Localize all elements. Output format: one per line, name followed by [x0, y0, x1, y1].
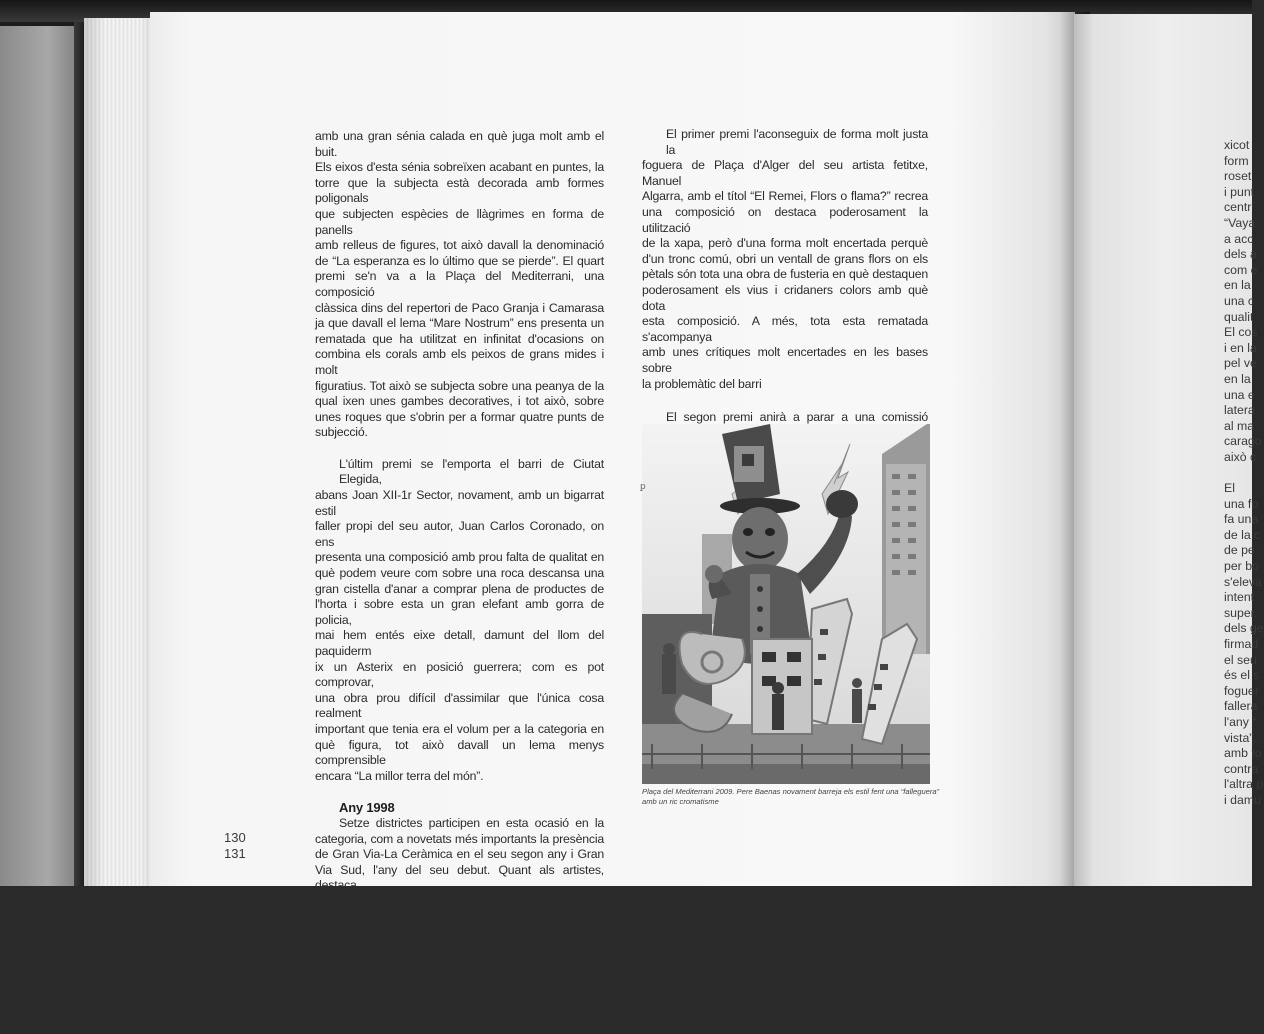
left-book-page — [150, 12, 1075, 886]
text-line: combina els corals amb els peixos de grans mides i molt — [315, 347, 604, 377]
text-line: ix un Asterix en posició guerrera; com es pot comprovar, — [315, 659, 604, 690]
text-line: gran cistella d'anar a comprar plena de productes de — [315, 581, 604, 596]
paragraph — [315, 816, 604, 1034]
text-fragment: carago — [1224, 434, 1262, 449]
text-fragment: el seu — [1224, 652, 1257, 667]
text-line: Amb dos monuments també es presenta Juan Carlos — [315, 987, 604, 1002]
text-line: amb unes crítiques molt encertades en les bases sobre — [642, 345, 928, 375]
text-fragment: xicot — [1224, 138, 1250, 152]
text-line: de la xapa, però d'una forma molt encertada perquè — [642, 236, 928, 251]
text-line: torre que la subjecta està decorada amb formes poligonals — [315, 175, 604, 206]
text-line: presenta una composició amb prou falta de qualitat en — [315, 550, 604, 565]
text-line: què figura, tot això davall un lema menys comprensible — [315, 737, 604, 768]
caption-line: Plaça del Mediterrani 2009. Pere Baenas novament barreja els estil fent una “falleguera” — [642, 787, 940, 796]
text-fragment: fallera — [1224, 699, 1258, 714]
text-fragment: i en la — [1224, 340, 1257, 355]
text-fragment: firmad — [1224, 637, 1259, 651]
text-fragment: foguer — [1224, 683, 1259, 698]
text-line: de Fran Santonja, abans d'apostar per metes més altes. — [315, 956, 604, 986]
stray-mark: ꝑ — [640, 482, 646, 492]
text-fragment: i damu — [1224, 792, 1261, 807]
text-fragment: de pe — [1224, 543, 1255, 558]
text-line: amb relleus de figures, tot això davall la denominació — [315, 238, 604, 253]
text-line: l'horta i sobre esta un gran elefant amb gorra de policia, — [315, 597, 604, 627]
text-line: premi se'n va a la Plaça del Mediterrani, una composició — [315, 269, 604, 299]
text-line: subjecció. — [315, 425, 368, 440]
text-line: El segon premi anirà a parar a una comissió — [666, 410, 928, 425]
text-fragment: dels a — [1224, 247, 1257, 262]
text-fragment: una fo — [1224, 496, 1259, 511]
text-line: pètals són tota una obra de fusteria en què destaquen — [642, 267, 928, 282]
page-stack-shadow — [84, 18, 154, 886]
text-line: clàssica dins del repertori de Paco Granja i Camarasa — [315, 300, 604, 315]
text-fragment: pel ve — [1224, 356, 1257, 371]
text-fragment: com e — [1224, 262, 1258, 277]
text-line: faller propi del seu autor, Juan Carlos Coronado, on ens — [315, 519, 604, 549]
text-line: d'un tronc comú, obri un ventall de grans flors on els — [642, 251, 928, 266]
text-line: El primer premi l'aconseguix de forma molt justa la — [666, 127, 928, 157]
paragraph — [315, 457, 604, 784]
text-fragment: El — [1224, 481, 1235, 496]
text-line: figuratius. Tot això se subjecta sobre una peanya de la — [315, 378, 604, 393]
text-line: Els eixos d'esta sénia sobreïxen acabant en puntes, la — [315, 160, 604, 175]
text-fragment: de la c — [1224, 527, 1261, 542]
text-line: Asensi, però amb els quals no tindrà sort en el — [315, 1003, 604, 1018]
text-line: la presència del gandià Pedro Baenas amb tres — [315, 893, 604, 908]
text-line: ja que davall el lema “Mare Nostrum” ens presenta un — [315, 316, 604, 331]
text-fragment: això c — [1224, 449, 1257, 464]
text-line: la problemàtic del barri — [642, 376, 762, 391]
page-number: 131 — [224, 846, 246, 861]
text-fragment: roset — [1224, 169, 1252, 184]
text-fragment: fa una — [1224, 512, 1259, 527]
falla-monument-image — [642, 424, 930, 784]
text-fragment: El cos — [1224, 325, 1258, 340]
text-fragment: al ma — [1224, 418, 1255, 433]
paragraph — [315, 129, 604, 441]
text-fragment: form — [1224, 153, 1249, 168]
text-line: monuments, abans de fer el bot definitiu a la categoria — [315, 909, 604, 924]
right-page-text-fragments — [1224, 138, 1264, 809]
text-fragment: dels ge — [1224, 621, 1264, 636]
photo-caption — [642, 787, 952, 807]
text-line: molt en la línia del seu autor i dos monuments també — [315, 940, 604, 955]
text-line: una composició on destaca poderosament la utilització — [642, 204, 928, 235]
text-line: repartiment de guardons. — [315, 1018, 448, 1033]
text-line: mai hem entés eixe detall, damunt del llom del paquiderm — [315, 628, 604, 658]
text-line: Setze districtes participen en esta ocasió en la — [339, 815, 604, 830]
text-fragment: a acc — [1224, 231, 1254, 246]
text-fragment: en la — [1224, 371, 1251, 386]
text-fragment: “Vaya — [1224, 215, 1256, 230]
text-line: amb una gran sénia calada en què juga molt amb el buit. — [315, 129, 604, 159]
text-line: unes roques que s'obrin per a formar quatre punts de — [315, 409, 604, 424]
text-fragment — [1224, 465, 1264, 481]
text-fragment: intent — [1224, 590, 1255, 605]
text-line: que subjecten espècies de llàgrimes en forma de panells — [315, 206, 604, 237]
text-fragment: latera — [1224, 403, 1255, 418]
text-line: una obra prou difícil d'assimilar que l'única cosa realment — [315, 690, 604, 721]
text-fragment: super. — [1224, 605, 1258, 620]
text-line: de Gran Via-La Ceràmica en el seu segon any i Gran — [315, 847, 604, 862]
text-fragment: vista”. — [1224, 730, 1257, 745]
text-fragment: una c — [1224, 293, 1255, 308]
section-heading: Any 1998 — [339, 800, 395, 816]
text-fragment: contra — [1224, 761, 1259, 776]
falla-monument-photo — [642, 424, 930, 784]
text-fragment: l'any “ — [1224, 714, 1257, 729]
page-number: 130 — [224, 830, 246, 845]
text-line: L'últim premi se l'emporta el barri de Ciutat Elegida, — [339, 456, 604, 487]
text-line: abans Joan XII-1r Sector, novament, amb un bigarrat estil — [315, 488, 604, 518]
text-fragment: centr — [1224, 200, 1252, 215]
paragraph — [642, 127, 928, 392]
text-column-left — [315, 129, 604, 1034]
page-numbers — [224, 830, 246, 862]
text-fragment: i punt — [1224, 184, 1255, 199]
text-fragment: una e — [1224, 387, 1255, 402]
text-line: qual ixen unes gambes decoratives, i tot això, sobre — [315, 394, 604, 409]
text-line: important que tenia era el volum per a la categoria en — [315, 721, 604, 736]
text-line: Via Sud, l'any del seu debut. Quant als artistes, destaca — [315, 862, 604, 893]
text-line: encara “La millor terra del món”. — [315, 768, 484, 783]
text-fragment: l'altra p — [1224, 777, 1264, 792]
caption-line: amb un ric cromatisme — [642, 797, 719, 806]
text-fragment: amb to — [1224, 746, 1262, 761]
text-line: de “La esperanza es lo último que se pierde”. El quart — [315, 253, 604, 268]
text-line: poderosament els vius i cridaners colors amb què dota — [642, 282, 928, 313]
text-line: categoria, com a novetats més importants la presència — [315, 831, 604, 846]
text-line: Algarra, amb el títol “El Remei, Flors o flama?” recrea — [642, 189, 928, 204]
text-fragment: s'eleva — [1224, 574, 1262, 589]
text-fragment: qualit — [1224, 309, 1254, 324]
text-fragment: és el s — [1224, 668, 1260, 683]
text-fragment: en la — [1224, 278, 1251, 293]
book-left-cover — [0, 26, 80, 886]
text-line: foguera de Plaça d'Alger del seu artista fetitxe, Manuel — [642, 158, 928, 188]
text-line: esta composició. A més, tota esta rematada s'acompanya — [642, 314, 928, 344]
text-line: especial, tres monuments de Paco Granja i Camarasa, — [315, 925, 604, 940]
text-line: què podem veure com sobre una roca descansa una — [315, 566, 604, 581]
text-fragment: per bo — [1224, 559, 1259, 574]
text-line: rematada que ha utilitzat en infinitat d'ocasions on — [315, 331, 604, 346]
